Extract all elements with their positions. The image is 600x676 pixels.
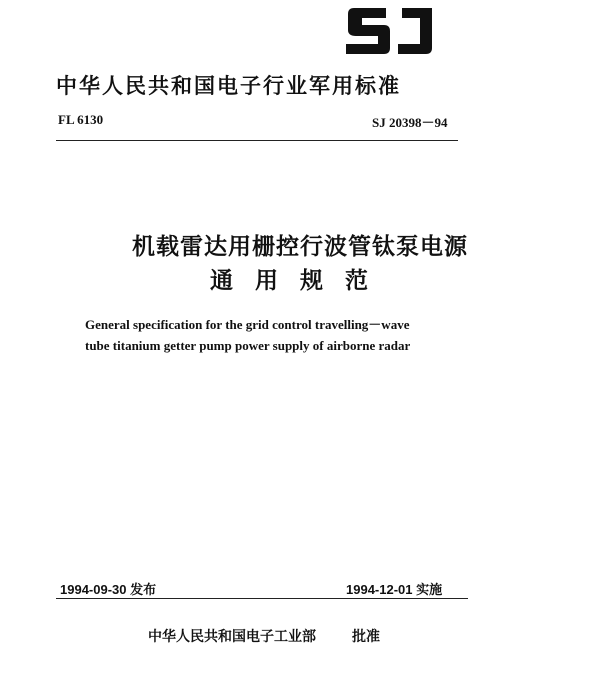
standard-title: 中华人民共和国电子行业军用标准: [56, 74, 401, 98]
document-subtitle-chinese: 通用规范: [210, 268, 390, 294]
classification-code: FL 6130: [58, 112, 104, 127]
english-title-line-2: tube titanium getter pump power supply of airborne radar: [85, 338, 411, 353]
issue-date: 1994-09-30 发布: [60, 582, 157, 597]
approving-authority: 中华人民共和国电子工业部: [148, 629, 316, 645]
footer-divider: [56, 598, 468, 599]
document-title-english: [85, 314, 555, 356]
header-divider: [56, 140, 458, 141]
approval-label: 批准: [352, 629, 380, 645]
standard-number: SJ 20398－94: [372, 115, 448, 130]
logo-letter-s: [346, 8, 390, 54]
implementation-date: 1994-12-01 实施: [346, 582, 443, 597]
sj-logo: [340, 4, 438, 56]
english-title-line-1: General specification for the grid control travelling－wave: [85, 317, 410, 332]
logo-letter-j: [398, 8, 432, 54]
document-title-chinese: 机载雷达用栅控行波管钛泵电源: [132, 234, 468, 260]
